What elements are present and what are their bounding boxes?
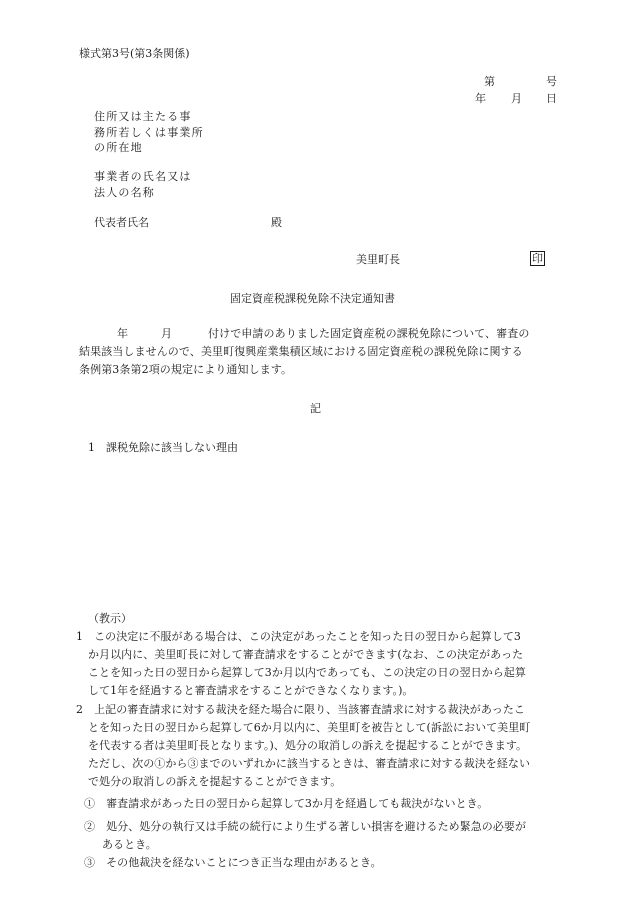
issuer-title: 美里町長 [356,253,400,266]
notice-line: ② 処分、処分の執行又は手続の続行により生ずる著しい損害を避けるため緊急の必要が [84,820,526,833]
notice-line: か月以内に、美里町長に対して審査請求をすることができます(なお、この決定があった [88,648,524,661]
body-line-3: 条例第3条第2項の規定により通知します。 [79,363,293,376]
document-title: 固定資産税課税免除不決定通知書 [230,292,395,305]
reason-heading: 1 課税免除に該当しない理由 [88,441,238,454]
date-month-label: 月 [511,92,522,105]
notice-line: して1年を経過すると審査請求をすることができなくなります。)。 [88,684,414,697]
form-number: 様式第3号(第3条関係) [79,47,190,60]
notice-heading: （教示） [88,612,132,625]
notice-line: とを知った日の翌日から起算して6か月以内に、美里町を被告として(訴訟において美里町 [88,721,531,734]
name-label-line-2: 法人の名称 [94,186,155,199]
address-label-line-3: の所在地 [94,141,143,154]
body-line-1: 付けで申請のありました固定資産税の課税免除について、審査の [208,327,530,340]
document-number-prefix: 第 [484,75,495,88]
notice-line: あるとき。 [102,838,157,851]
notice-line: 1 この決定に不服がある場合は、この決定があったことを知った日の翌日から起算して3 [76,630,521,643]
seal-mark [530,251,545,266]
seal-text: 印 [532,252,543,265]
body-date-month: 月 [161,327,172,340]
notice-line: ことを知った日の翌日から起算して3か月以内であっても、この決定の日の翌日から起算 [88,666,526,679]
body-line-2: 結果該当しませんので、美里町復興産業集積区域における固定資産税の課税免除に関する [79,345,523,358]
address-label-line-2: 務所若しくは事業所 [94,126,204,139]
notice-line: ただし、次の①から③までのいずれかに該当するときは、審査請求に対する裁決を経ない [88,757,530,770]
notice-line: ③ その他裁決を経ないことにつき正当な理由があるとき。 [84,856,382,869]
body-date-year: 年 [117,327,128,340]
date-day-label: 日 [546,92,557,105]
notice-line: で処分の取消しの訴えを提起することができます。 [88,775,342,788]
notice-line: を代表する者は美里町長となります。)、処分の取消しの訴えを提起することができます。 [88,739,528,752]
representative-label: 代表者氏名 [94,216,149,229]
address-label-line-1: 住所又は主たる事 [94,110,192,123]
date-year-label: 年 [475,92,486,105]
notice-line: ① 審査請求があった日の翌日から起算して3か月を経過しても裁決がないとき。 [84,797,489,810]
ki-heading: 記 [310,402,321,415]
name-label-line-1: 事業者の氏名又は [94,170,192,183]
notice-line: 2 上記の審査請求に対する裁決を経た場合に限り、当該審査請求に対する裁決があったこ [76,703,525,716]
document-number-suffix: 号 [546,75,557,88]
honorific: 殿 [271,216,282,229]
